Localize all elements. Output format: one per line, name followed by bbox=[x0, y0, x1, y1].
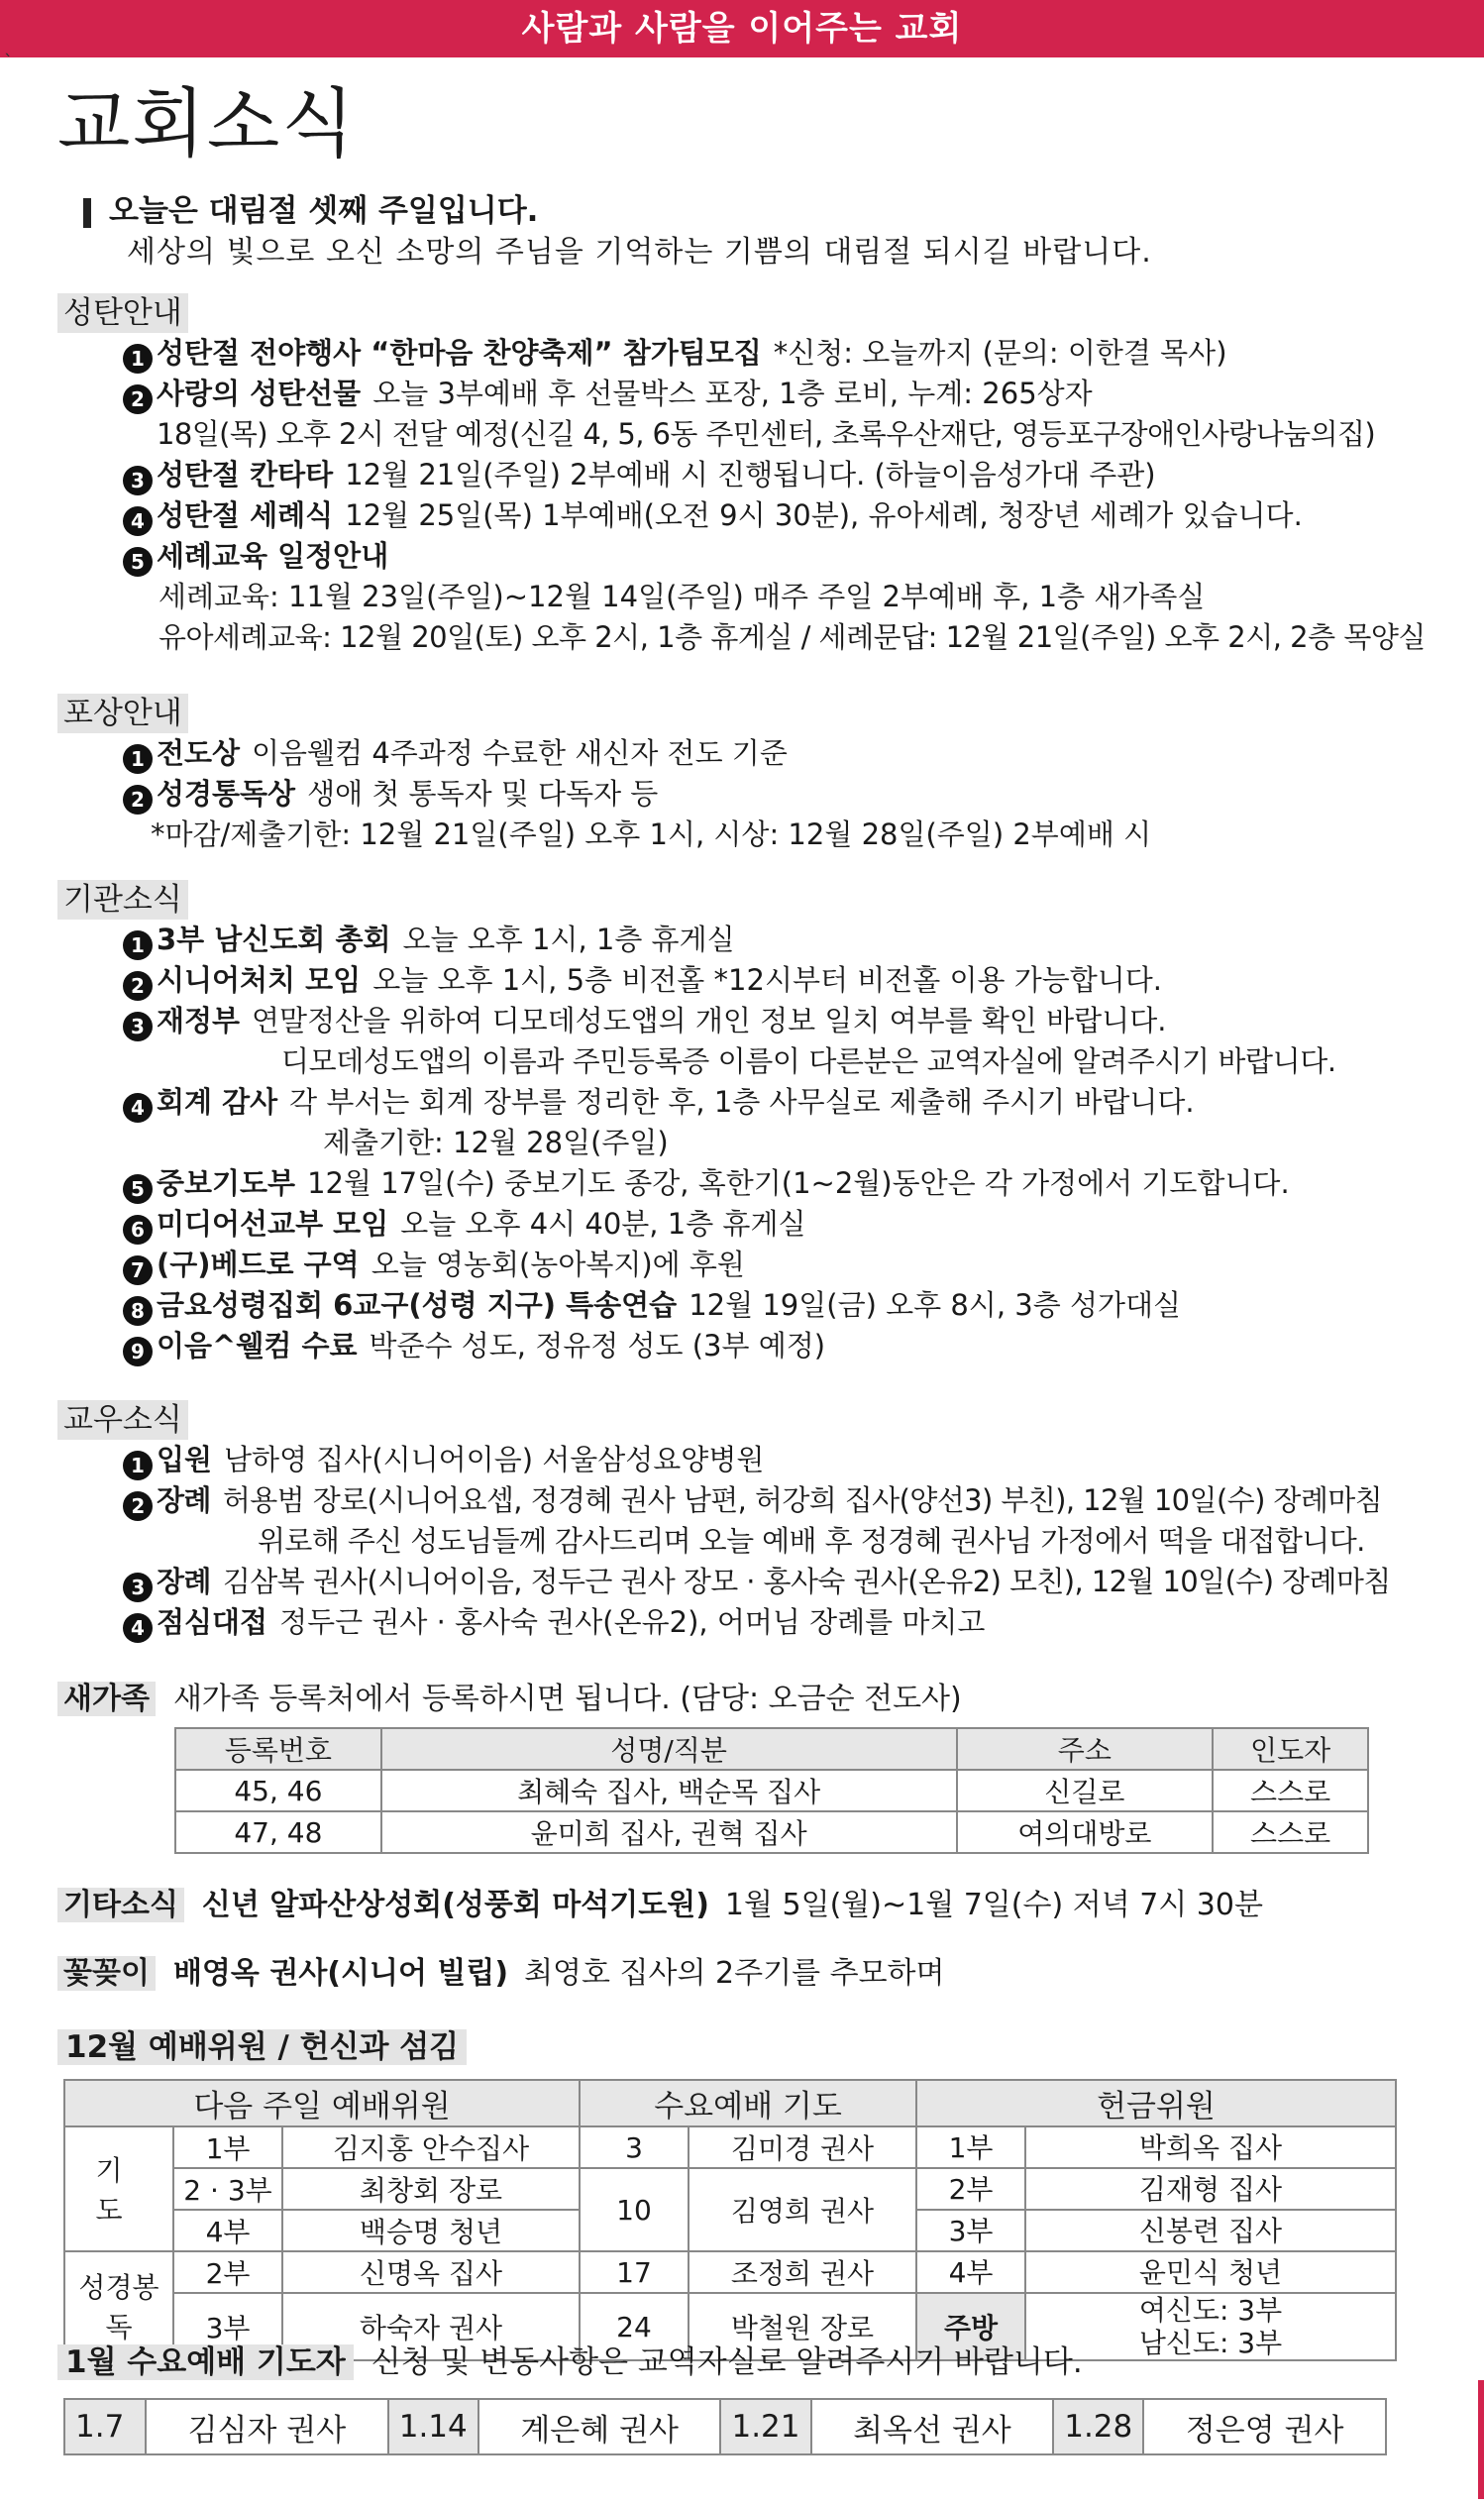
intro-lead: 오늘은 대림절 셋째 주일입니다. bbox=[109, 193, 539, 229]
section-awards bbox=[57, 694, 1444, 855]
flowers-line bbox=[57, 1953, 945, 1995]
top-banner: 사람과 사람을 이어주는 교회 bbox=[0, 0, 1484, 57]
bullet-bar bbox=[83, 198, 91, 228]
list-item: 4 성탄절 세례식 12월 25일(목) 1부예배(오전 9시 30분), 유아세례, 청장년 세례가 있습니다. bbox=[57, 495, 1444, 536]
corner-mark: ` bbox=[4, 52, 13, 72]
list-item: 8 금요성령집회 6교구(성령 지구) 특송연습 12월 19일(금) 오후 8시, 3층 성가대실 bbox=[57, 1285, 1444, 1326]
list-item: 5 중보기도부 12월 17일(수) 중보기도 종강, 혹한기(1~2월)동안은 각 가정에서 기도합니다. bbox=[57, 1163, 1444, 1204]
newfamily-tag: 새가족 bbox=[57, 1682, 156, 1716]
section-christmas bbox=[57, 293, 1444, 658]
intro-sub: 세상의 빛으로 오신 소망의 주님을 기억하는 기쁨의 대림절 되시길 바랍니다. bbox=[127, 235, 1152, 270]
list-item: 3 재정부 연말정산을 위하여 디모데성도앱의 개인 정보 일치 여부를 확인 바랍니다. bbox=[57, 1001, 1444, 1041]
jan-prayer-tag: 1월 수요예배 기도자 bbox=[57, 2344, 354, 2380]
table-row: 47, 48 윤미희 집사, 권혁 집사 여의대방로 스스로 bbox=[175, 1811, 1368, 1853]
table-row: 3부 하숙자 권사 24 박철원 장로 주방 여신도: 3부 남신도: 3부 bbox=[64, 2293, 1396, 2360]
jan-prayer-line bbox=[57, 2342, 1083, 2383]
table-header: 수요예배 기도 bbox=[580, 2080, 916, 2126]
list-item: 1 3부 남신도회 총회 오늘 오후 1시, 1층 휴게실 bbox=[57, 920, 1444, 960]
table-row: 2 · 3부 최창회 장로 10 김영희 권사 2부 김재형 집사 bbox=[64, 2168, 1396, 2210]
section-org bbox=[57, 880, 1444, 1366]
table-row: 1.7 김심자 권사 1.14 계은혜 권사 1.21 최옥선 권사 1.28 정은영 권사 bbox=[64, 2399, 1386, 2454]
list-item: 9 이음^웰컴 수료 박준수 성도, 정유정 성도 (3부 예정) bbox=[57, 1326, 1444, 1366]
other-text: 1월 5일(월)~1월 7일(수) 저녁 7시 30분 bbox=[724, 1888, 1263, 1922]
list-item: 4 회계 감사 각 부서는 회계 장부를 정리한 후, 1층 사무실로 제출해 주시기 바랍니다. bbox=[57, 1082, 1444, 1123]
list-item: 2 시니어처치 모임 오늘 오후 1시, 5층 비전홀 *12시부터 비전홀 이용 가능합니다. bbox=[57, 960, 1444, 1001]
list-item: 1 입원 남하영 집사(시니어이음) 서울삼성요양병원 bbox=[57, 1440, 1444, 1480]
newfamily-text: 새가족 등록처에서 등록하시면 됩니다. (담당: 오금순 전도사) bbox=[172, 1682, 962, 1716]
list-item: 2 사랑의 성탄선물 오늘 3부예배 후 선물박스 포장, 1층 로비, 누계: 265상자 bbox=[57, 374, 1444, 414]
table-header: 헌금위원 bbox=[916, 2080, 1396, 2126]
list-item: 5 세례교육 일정안내 bbox=[57, 536, 1444, 577]
flowers-tag: 꽃꽂이 bbox=[57, 1956, 156, 1991]
table-row: 성경봉독 2부 신명옥 집사 17 조정희 권사 4부 윤민식 청년 bbox=[64, 2251, 1396, 2293]
jan-prayer-text: 신청 및 변동사항은 교역자실로 알려주시기 바랍니다. bbox=[371, 2344, 1083, 2380]
section-title: 기관소식 bbox=[57, 880, 188, 920]
other-line bbox=[57, 1885, 1263, 1926]
list-item: 2 성경통독상 생애 첫 통독자 및 다독자 등 bbox=[57, 774, 1444, 815]
list-item: 제출기한: 12월 28일(주일) bbox=[323, 1126, 669, 1159]
table-header: 인도자 bbox=[1213, 1728, 1368, 1770]
table-header: 등록번호 bbox=[175, 1728, 381, 1770]
list-item: 유아세례교육: 12월 20일(토) 오후 2시, 1층 휴게실 / 세례문답: 12월 21일(주일) 오후 2시, 2층 목양실 bbox=[159, 620, 1426, 654]
newfamily-line bbox=[57, 1679, 962, 1720]
table-row: 45, 46 최혜숙 집사, 백순목 집사 신길로 스스로 bbox=[175, 1770, 1368, 1811]
flowers-text: 최영호 집사의 2주기를 추모하며 bbox=[524, 1956, 945, 1991]
duty-table bbox=[63, 2079, 1397, 2361]
jan-prayer-table bbox=[63, 2398, 1387, 2455]
table-header: 다음 주일 예배위원 bbox=[64, 2080, 580, 2126]
flowers-head: 배영옥 권사(시니어 빌립) bbox=[172, 1956, 509, 1991]
list-item: 위로해 주신 성도님들께 감사드리며 오늘 예배 후 정경혜 권사님 가정에서 떡을 대접합니다. bbox=[258, 1524, 1365, 1558]
section-title: 포상안내 bbox=[57, 694, 188, 733]
list-item: 3 성탄절 칸타타 12월 21일(주일) 2부예배 시 진행됩니다. (하늘이음성가대 주관) bbox=[57, 455, 1444, 495]
section-members bbox=[57, 1400, 1444, 1643]
table-row: 기 도 1부 김지홍 안수집사 3 김미경 권사 1부 박희옥 집사 bbox=[64, 2126, 1396, 2168]
section-title: 성탄안내 bbox=[57, 293, 188, 333]
list-item: 1 성탄절 전야행사 “한마음 찬양축제” 참가팀모집 *신청: 오늘까지 (문의: 이한결 목사) bbox=[57, 333, 1444, 374]
list-item: 18일(목) 오후 2시 전달 예정(신길 4, 5, 6동 주민센터, 초록우산재단, 영등포구장애인사랑나눔의집) bbox=[157, 417, 1376, 451]
other-head: 신년 알파산상성회(성풍회 마석기도원) bbox=[201, 1888, 709, 1922]
list-item: *마감/제출기한: 12월 21일(주일) 오후 1시, 시상: 12월 28일(주일) 2부예배 시 bbox=[151, 817, 1152, 851]
intro bbox=[83, 190, 1450, 273]
list-item: 3 장례 김삼복 권사(시니어이음, 정두근 권사 장모 · 홍사숙 권사(온유2) 모친), 12월 10일(수) 장례마침 bbox=[57, 1562, 1444, 1602]
edge-mark bbox=[1478, 2380, 1484, 2499]
list-item: 세례교육: 11월 23일(주일)~12월 14일(주일) 매주 주일 2부예배 후, 1층 새가족실 bbox=[159, 580, 1206, 613]
table-header: 성명/직분 bbox=[381, 1728, 957, 1770]
page-title: 교회소식 bbox=[57, 79, 357, 167]
list-item: 디모데성도앱의 이름과 주민등록증 이름이 다른분은 교역자실에 알려주시기 바랍니다. bbox=[281, 1044, 1336, 1078]
list-item: 1 전도상 이음웰컴 4주과정 수료한 새신자 전도 기준 bbox=[57, 733, 1444, 774]
duty-heading: 12월 예배위원 / 헌신과 섬김 bbox=[57, 2026, 484, 2068]
list-item: 2 장례 허용범 장로(시니어요셉, 정경혜 권사 남편, 허강희 집사(양선3) 부친), 12월 10일(수) 장례마침 bbox=[57, 1480, 1444, 1521]
list-item: 4 점심대접 정두근 권사 · 홍사숙 권사(온유2), 어머님 장례를 마치고 bbox=[57, 1602, 1444, 1643]
newfamily-table bbox=[174, 1727, 1369, 1854]
section-title: 교우소식 bbox=[57, 1400, 188, 1440]
list-item: 6 미디어선교부 모임 오늘 오후 4시 40분, 1층 휴게실 bbox=[57, 1204, 1444, 1245]
table-header: 주소 bbox=[957, 1728, 1214, 1770]
table-row: 4부 백승명 청년 3부 신봉련 집사 bbox=[64, 2210, 1396, 2251]
other-tag: 기타소식 bbox=[57, 1888, 184, 1922]
list-item: 7 (구)베드로 구역 오늘 영농회(농아복지)에 후원 bbox=[57, 1245, 1444, 1285]
